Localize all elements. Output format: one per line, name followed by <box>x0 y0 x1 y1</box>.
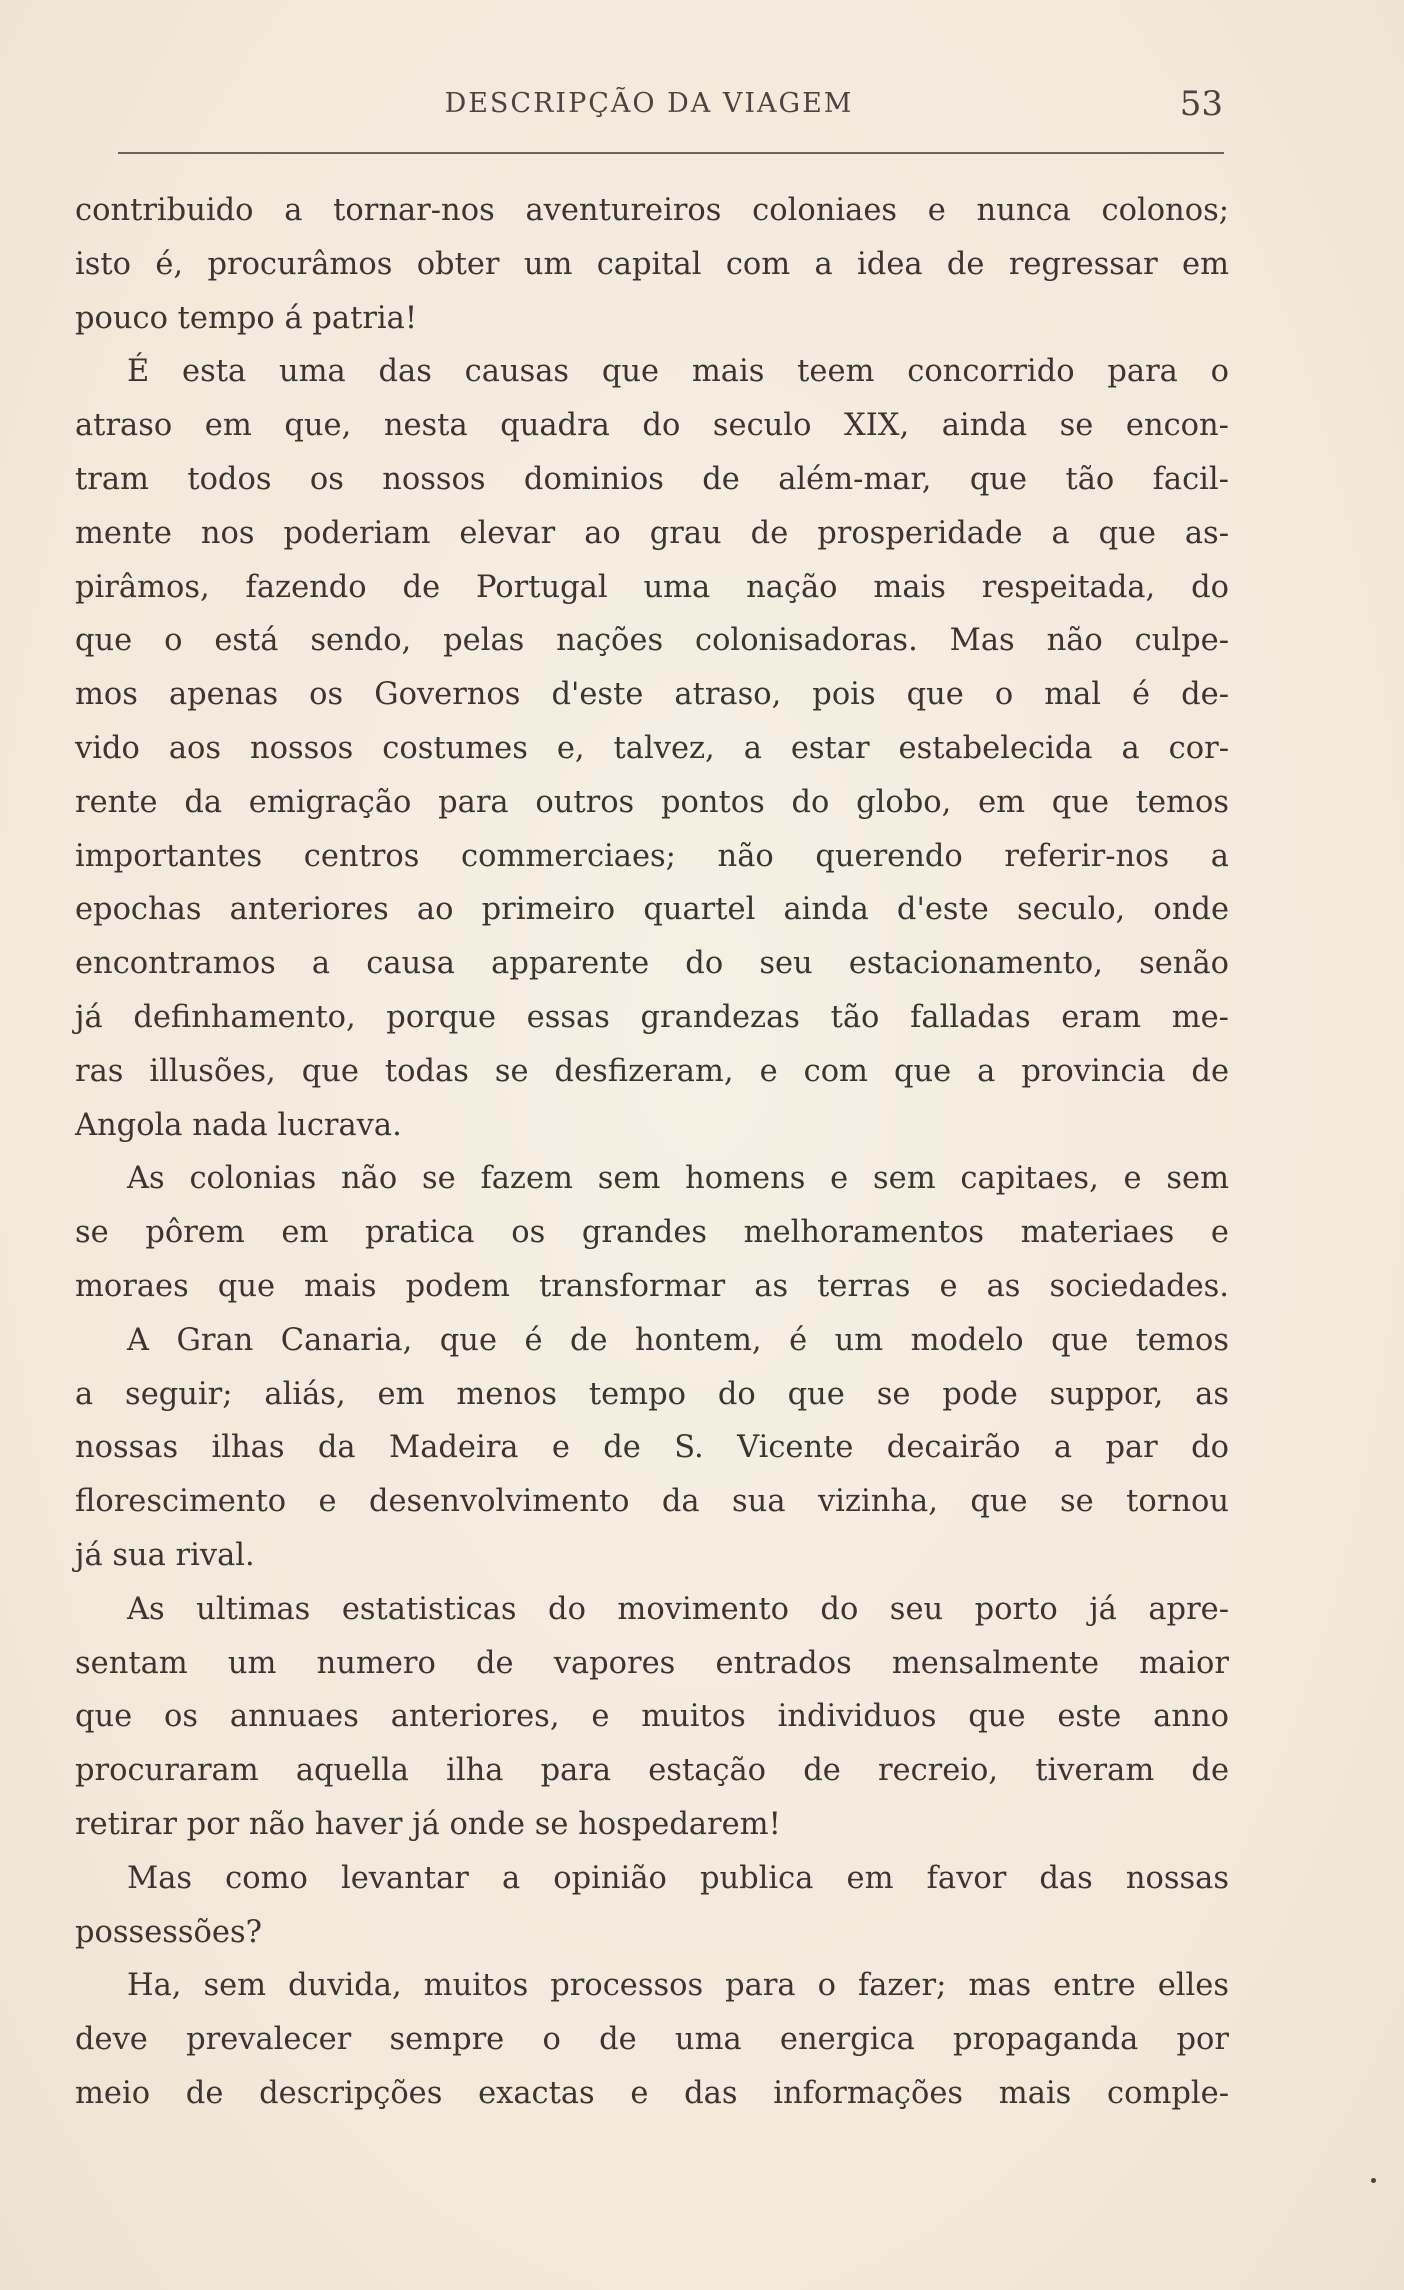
text-line: pirâmos, fazendo de Portugal uma nação mais respeitada, do <box>75 569 1229 605</box>
text-line: deve prevalecer sempre o de uma energica propaganda por <box>75 2022 1229 2058</box>
text-line: pouco tempo á patria! <box>75 300 418 336</box>
text-line: moraes que mais podem transformar as terras e as sociedades. <box>75 1268 1229 1304</box>
page-number: 53 <box>1179 84 1223 124</box>
text-line: encontramos a causa apparente do seu estacionamento, senão <box>75 946 1229 982</box>
text-line: isto é, procurâmos obter um capital com a idea de regressar em <box>75 246 1229 282</box>
text-line: já definhamento, porque essas grandezas tão falladas eram me- <box>75 999 1229 1035</box>
text-line: possessões? <box>75 1914 262 1950</box>
text-line: Ha, sem duvida, muitos processos para o fazer; mas entre elles <box>127 1968 1229 2004</box>
ink-speck <box>1371 2178 1376 2183</box>
text-line: sentam um numero de vapores entrados mensalmente maior <box>75 1645 1229 1681</box>
text-line: tram todos os nossos dominios de além-mar, que tão facil- <box>75 461 1229 497</box>
text-line: florescimento e desenvolvimento da sua vizinha, que se tornou <box>75 1484 1229 1520</box>
text-line: mente nos poderiam elevar ao grau de prosperidade a que as- <box>75 515 1229 551</box>
body-text <box>75 184 1229 2121</box>
page-header <box>75 84 1223 128</box>
text-line: importantes centros commerciaes; não querendo referir-nos a <box>75 838 1229 874</box>
text-line: Angola nada lucrava. <box>75 1107 402 1143</box>
text-line: vido aos nossos costumes e, talvez, a estar estabelecida a cor- <box>75 730 1229 766</box>
text-line: É esta uma das causas que mais teem concorrido para o <box>127 354 1229 390</box>
text-line: que os annuaes anteriores, e muitos individuos que este anno <box>75 1699 1229 1735</box>
text-line: nossas ilhas da Madeira e de S. Vicente decairão a par do <box>75 1430 1229 1466</box>
text-line: se pôrem em pratica os grandes melhoramentos materiaes e <box>75 1215 1229 1251</box>
text-line: epochas anteriores ao primeiro quartel ainda d'este seculo, onde <box>75 892 1229 928</box>
text-line: As colonias não se fazem sem homens e sem capitaes, e sem <box>127 1161 1229 1197</box>
text-line: que o está sendo, pelas nações colonisadoras. Mas não culpe- <box>75 623 1229 659</box>
text-line: meio de descripções exactas e das informações mais comple- <box>75 2075 1229 2111</box>
text-line: a seguir; aliás, em menos tempo do que se pode suppor, as <box>75 1376 1229 1412</box>
text-line: As ultimas estatisticas do movimento do seu porto já apre- <box>127 1591 1229 1627</box>
text-line: A Gran Canaria, que é de hontem, é um modelo que temos <box>127 1322 1229 1358</box>
header-rule <box>118 152 1224 154</box>
text-line: Mas como levantar a opinião publica em favor das nossas <box>127 1860 1229 1896</box>
text-line: retirar por não haver já onde se hospedarem! <box>75 1806 781 1842</box>
text-line: ras illusões, que todas se desfizeram, e com que a provincia de <box>75 1053 1229 1089</box>
text-line: procuraram aquella ilha para estação de recreio, tiveram de <box>75 1753 1229 1789</box>
text-line: mos apenas os Governos d'este atraso, pois que o mal é de- <box>75 677 1229 713</box>
text-line: atraso em que, nesta quadra do seculo XIX, ainda se encon- <box>75 408 1229 444</box>
text-line: já sua rival. <box>75 1537 255 1573</box>
running-head: DESCRIPÇÃO DA VIAGEM <box>444 88 854 119</box>
text-line: contribuido a tornar-nos aventureiros coloniaes e nunca colonos; <box>75 193 1229 228</box>
text-line: rente da emigração para outros pontos do globo, em que temos <box>75 784 1229 820</box>
